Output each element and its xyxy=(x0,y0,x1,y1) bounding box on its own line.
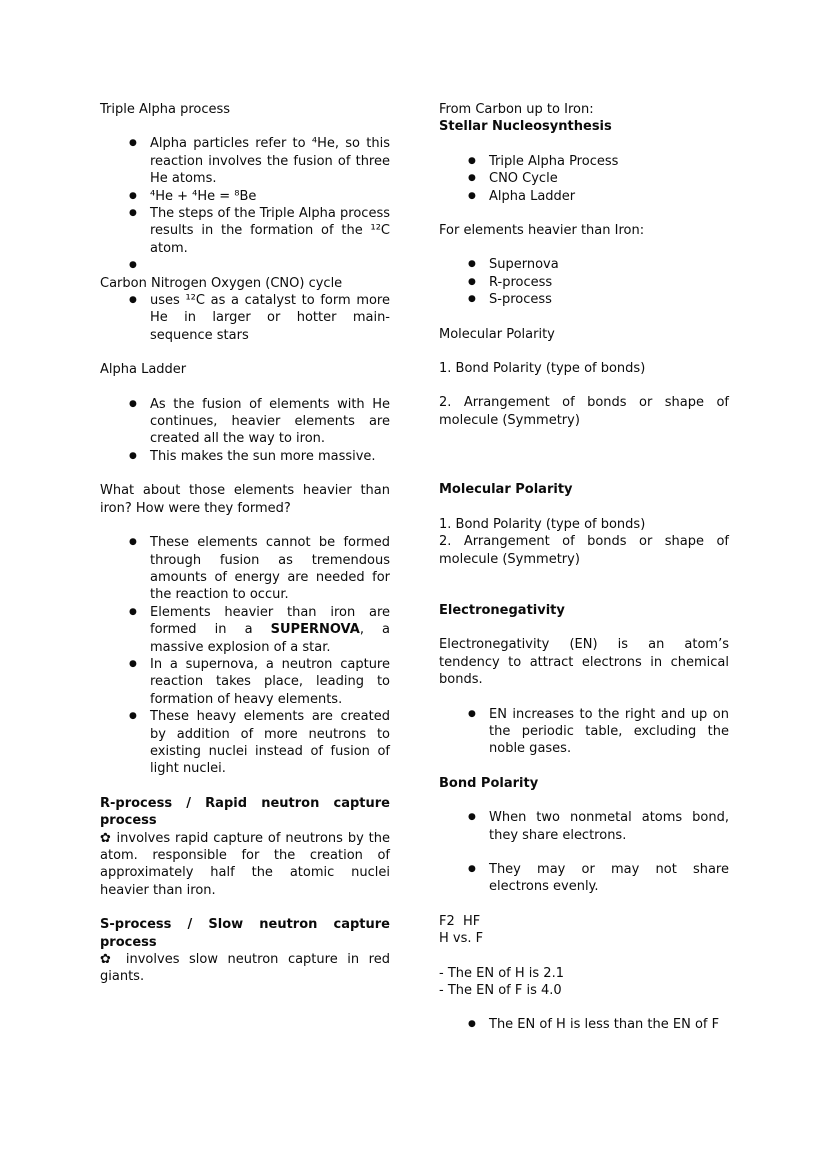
r-process-heading: R-process / Rapid neutron capture process xyxy=(100,795,390,829)
en-trend-list xyxy=(439,706,729,758)
text-segment: Elements heavier than iron are formed in a xyxy=(150,604,390,638)
list-item: ● CNO Cycle xyxy=(439,170,729,187)
list-item: ● These elements cannot be formed through fusion as tremendous amounts of energy are needed for the reaction to occur. xyxy=(100,534,390,604)
example-molecules xyxy=(439,913,729,948)
bond-polarity-heading: Bond Polarity xyxy=(439,775,539,791)
bond-polarity-list-2 xyxy=(439,861,729,896)
heavier-elements-list xyxy=(100,534,390,778)
bond-polarity-point: 1. Bond Polarity (type of bonds) xyxy=(439,516,646,532)
list-item: ● Supernova xyxy=(439,256,729,273)
f2-hf-line: F2 HF xyxy=(439,913,481,929)
en-f-value: - The EN of F is 4.0 xyxy=(439,983,562,998)
electronegativity-text: Electronegativity (EN) is an atom’s tendency to attract electrons in chemical bonds. xyxy=(439,637,729,688)
cno-heading: Carbon Nitrogen Oxygen (CNO) cycle xyxy=(100,275,343,291)
heavy-process-list xyxy=(439,256,729,308)
list-item: ● Alpha particles refer to ⁴He, so this reaction involves the fusion of three He atoms. xyxy=(100,135,390,187)
list-item: ● The steps of the Triple Alpha process results in the formation of the ¹²C atom. xyxy=(100,205,390,257)
list-item: ● EN increases to the right and up on the periodic table, excluding the noble gases. xyxy=(439,706,729,758)
list-item: ● When two nonmetal atoms bond, they share electrons. xyxy=(439,809,729,844)
stellar-nucleosynthesis-heading: Stellar Nucleosynthesis xyxy=(439,119,612,135)
list-item: ● ⁴He + ⁴He = ⁸Be xyxy=(100,188,390,205)
alpha-ladder-list xyxy=(100,396,390,466)
text-segment-bold: SUPERNOVA xyxy=(270,622,360,638)
molecular-polarity-points xyxy=(439,516,729,568)
list-item: ● uses ¹²C as a catalyst to form more He in larger or hotter main-sequence stars xyxy=(100,292,390,344)
list-item: ● As the fusion of elements with He continues, heavier elements are created all the way to iron. xyxy=(100,396,390,448)
cno-list xyxy=(100,292,390,344)
list-item: ● R-process xyxy=(439,274,729,291)
heavier-than-iron-label: For elements heavier than Iron: xyxy=(439,223,645,239)
s-process-text: ✿ involves slow neutron capture in red giants. xyxy=(100,952,390,985)
en-h-value: - The EN of H is 2.1 xyxy=(439,965,564,981)
r-process-text: ✿ involves rapid capture of neutrons by the atom. responsible for the creation of approximately half the atomic nuclei heavier than iron. xyxy=(100,830,390,898)
electronegativity-heading: Electronegativity xyxy=(439,602,565,618)
bond-polarity-list-1 xyxy=(439,809,729,844)
list-item: ● Triple Alpha Process xyxy=(439,153,729,170)
s-process-heading: S-process / Slow neutron capture process xyxy=(100,917,390,950)
list-item: ● This makes the sun more massive. xyxy=(100,448,390,465)
bond-polarity-point: 1. Bond Polarity (type of bonds) xyxy=(439,361,646,377)
molecular-polarity-label: Molecular Polarity xyxy=(439,326,555,342)
alpha-ladder-heading: Alpha Ladder xyxy=(100,362,187,378)
h-vs-f-line: H vs. F xyxy=(439,931,484,947)
list-item: ● S-process xyxy=(439,291,729,308)
heavier-question: What about those elements heavier than iron? How were they formed? xyxy=(100,483,390,516)
list-item: ● These heavy elements are created by addition of more neutrons to existing nuclei instead of fusion of light nuclei. xyxy=(100,708,390,778)
list-item-empty xyxy=(100,257,390,274)
triple-alpha-list xyxy=(100,135,390,274)
stellar-header xyxy=(439,101,729,136)
en-values xyxy=(439,965,729,1000)
list-item: ● They may or may not share electrons evenly. xyxy=(439,861,729,896)
list-item: ● Alpha Ladder xyxy=(439,188,729,205)
arrangement-point: 2. Arrangement of bonds or shape of molecule (Symmetry) xyxy=(439,534,729,567)
triple-alpha-heading: Triple Alpha process xyxy=(100,102,231,117)
en-compare-list xyxy=(439,1016,729,1033)
text-segment: , a massive explosion of a star. xyxy=(150,622,390,655)
arrangement-point: 2. Arrangement of bonds or shape of molecule (Symmetry) xyxy=(439,395,729,428)
list-item: ● In a supernova, a neutron capture reaction takes place, leading to formation of heavy elements. xyxy=(100,656,390,708)
list-item xyxy=(100,604,390,656)
carbon-to-iron-label: From Carbon up to Iron: xyxy=(439,102,594,117)
list-item: ● The EN of H is less than the EN of F xyxy=(439,1016,729,1033)
right-column xyxy=(439,101,729,1034)
stellar-process-list xyxy=(439,153,729,205)
left-column xyxy=(100,101,390,1034)
molecular-polarity-heading: Molecular Polarity xyxy=(439,482,573,498)
